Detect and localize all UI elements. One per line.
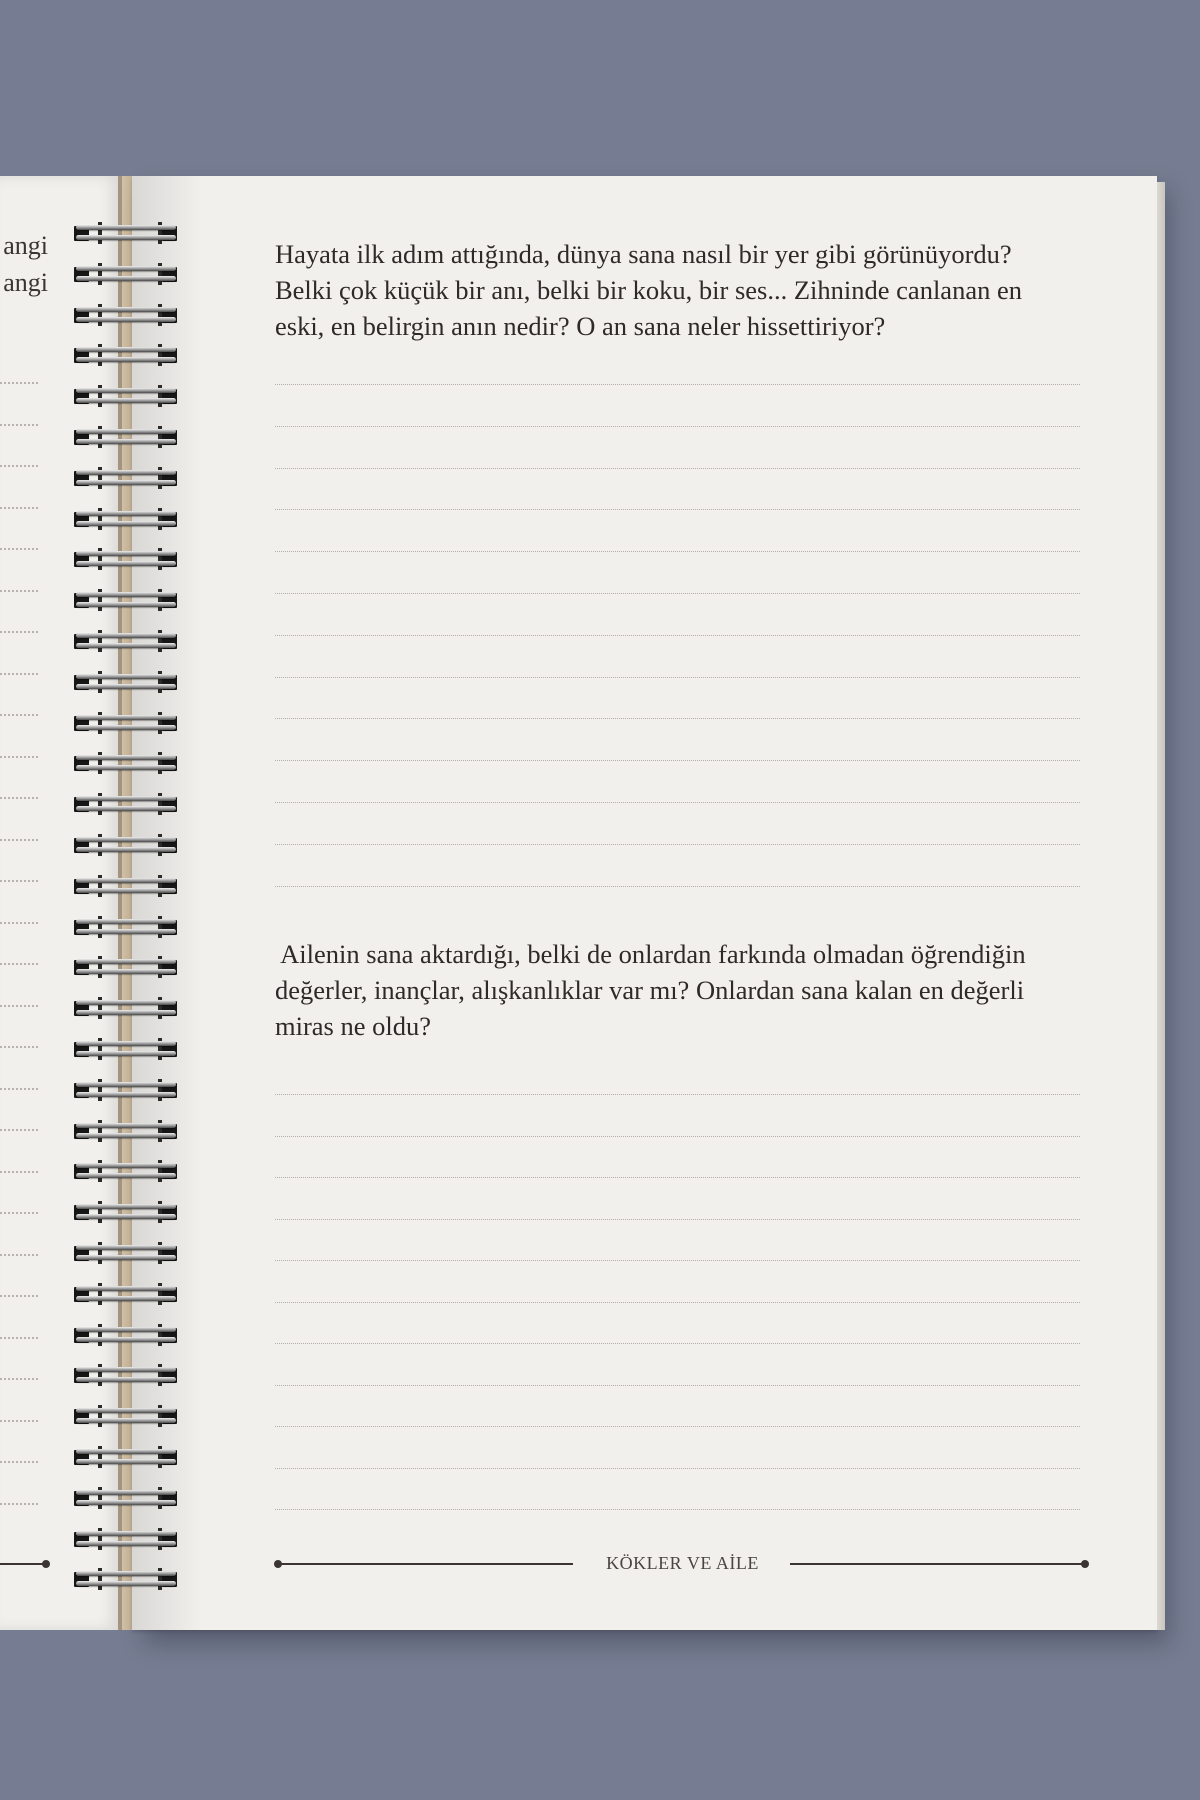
- question-1-line: Hayata ilk adım attığında, dünya sana nasıl bir yer gibi görünüyordu?: [275, 239, 1012, 269]
- question-2: [275, 936, 1095, 1044]
- left-page-writing-line: [0, 1337, 38, 1339]
- left-page-writing-line: [0, 1254, 38, 1256]
- spiral-loop: [70, 1075, 182, 1105]
- spiral-loop: [70, 708, 182, 738]
- left-page-writing-line: [0, 1295, 38, 1297]
- spiral-wire: [76, 633, 176, 638]
- spiral-wire: [76, 470, 176, 475]
- spiral-wire: [76, 1408, 176, 1413]
- answer-writing-line: [275, 1177, 1080, 1178]
- spiral-wire: [76, 806, 176, 811]
- answer-writing-line: [275, 1509, 1080, 1510]
- left-page-writing-line: [0, 507, 38, 509]
- spiral-loop: [70, 585, 182, 615]
- spiral-wire: [76, 755, 176, 760]
- spiral-loop: [70, 1483, 182, 1513]
- spiral-wire: [76, 1082, 176, 1087]
- answer-writing-line: [275, 1094, 1080, 1095]
- spiral-wire: [76, 317, 176, 322]
- spiral-wire: [76, 847, 176, 852]
- answer-writing-line: [275, 1343, 1080, 1344]
- spiral-wire: [76, 521, 176, 526]
- spiral-wire: [76, 1010, 176, 1015]
- spiral-wire: [76, 480, 176, 485]
- left-page-writing-line: [0, 1378, 38, 1380]
- spiral-wire: [76, 1418, 176, 1423]
- spiral-wire: [76, 1571, 176, 1576]
- spiral-wire: [76, 439, 176, 444]
- left-footer-rule: [0, 1563, 46, 1565]
- spiral-loop: [70, 912, 182, 942]
- left-page-writing-line: [0, 673, 38, 675]
- question-2-line: değerler, inançlar, alışkanlıklar var mı? Onlardan sana kalan en değerli: [275, 975, 1025, 1005]
- spiral-wire: [76, 1051, 176, 1056]
- spiral-wire: [76, 1286, 176, 1291]
- answer-writing-line: [275, 1468, 1080, 1469]
- left-page-writing-line: [0, 548, 38, 550]
- left-page-writing-line: [0, 922, 38, 924]
- spiral-wire: [76, 1367, 176, 1372]
- spiral-wire: [76, 602, 176, 607]
- spiral-wire: [76, 684, 176, 689]
- spiral-wire: [76, 919, 176, 924]
- left-page-writing-line: [0, 880, 38, 882]
- footer-rule-right: [790, 1563, 1085, 1565]
- spiral-loop: [70, 1360, 182, 1390]
- spiral-wire: [76, 429, 176, 434]
- spiral-loop: [70, 626, 182, 656]
- spiral-loop: [70, 218, 182, 248]
- left-page-writing-line: [0, 424, 38, 426]
- question-2-line: miras ne oldu?: [275, 1011, 432, 1041]
- left-page-writing-line: [0, 797, 38, 799]
- spiral-wire: [76, 959, 176, 964]
- answer-writing-line: [275, 1260, 1080, 1261]
- spiral-wire: [76, 561, 176, 566]
- spiral-loop: [70, 1524, 182, 1554]
- answer-writing-line: [275, 1219, 1080, 1220]
- spiral-wire: [76, 643, 176, 648]
- spiral-wire: [76, 878, 176, 883]
- spiral-wire: [76, 1459, 176, 1464]
- spiral-wire: [76, 307, 176, 312]
- answer-writing-line: [275, 844, 1080, 845]
- spiral-loop: [70, 1564, 182, 1594]
- spiral-wire: [76, 276, 176, 281]
- spiral-wire: [76, 1123, 176, 1128]
- spiral-wire: [76, 1041, 176, 1046]
- spiral-wire: [76, 1133, 176, 1138]
- spiral-loop: [70, 463, 182, 493]
- spiral-wire: [76, 1214, 176, 1219]
- spiral-wire: [76, 1204, 176, 1209]
- left-page-text-fragment: angi: [3, 231, 48, 260]
- left-page-writing-line: [0, 714, 38, 716]
- left-page-writing-line: [0, 631, 38, 633]
- answer-writing-line: [275, 551, 1080, 552]
- spiral-wire: [76, 398, 176, 403]
- spiral-wire: [76, 1092, 176, 1097]
- spiral-wire: [76, 969, 176, 974]
- spiral-wire: [76, 388, 176, 393]
- left-page-writing-line: [0, 1420, 38, 1422]
- spiral-wire: [76, 551, 176, 556]
- answer-writing-line: [275, 886, 1080, 887]
- left-page-text-fragment: angi: [3, 268, 48, 297]
- spiral-loop: [70, 259, 182, 289]
- left-page-writing-line: [0, 382, 38, 384]
- footer-section-label: KÖKLER VE AİLE: [606, 1553, 759, 1573]
- left-page-writing-line: [0, 756, 38, 758]
- spiral-wire: [76, 1541, 176, 1546]
- answer-writing-line: [275, 593, 1080, 594]
- answer-writing-line: [275, 802, 1080, 803]
- answer-writing-line: [275, 718, 1080, 719]
- left-page-writing-line: [0, 1171, 38, 1173]
- answer-writing-line: [275, 468, 1080, 469]
- left-page-writing-line: [0, 465, 38, 467]
- spiral-wire: [76, 1296, 176, 1301]
- spiral-wire: [76, 765, 176, 770]
- spiral-wire: [76, 1327, 176, 1332]
- spiral-wire: [76, 235, 176, 240]
- spiral-wire: [76, 1245, 176, 1250]
- spiral-wire: [76, 725, 176, 730]
- right-page: [132, 176, 1157, 1630]
- spiral-wire: [76, 225, 176, 230]
- spiral-wire: [76, 1531, 176, 1536]
- footer-dot-right: [1081, 1560, 1089, 1568]
- spiral-wire: [76, 1163, 176, 1168]
- spiral-wire: [76, 715, 176, 720]
- spiral-loop: [70, 422, 182, 452]
- spiral-loop: [70, 993, 182, 1023]
- answer-writing-line: [275, 1302, 1080, 1303]
- answer-writing-line: [275, 635, 1080, 636]
- spiral-wire: [76, 888, 176, 893]
- spiral-wire: [76, 929, 176, 934]
- answer-writing-line: [275, 760, 1080, 761]
- spiral-loop: [70, 1034, 182, 1064]
- left-page-writing-line: [0, 1461, 38, 1463]
- question-1: [275, 236, 1095, 344]
- answer-writing-line: [275, 1426, 1080, 1427]
- spiral-loop: [70, 1442, 182, 1472]
- spiral-wire: [76, 1255, 176, 1260]
- spiral-wire: [76, 837, 176, 842]
- answer-writing-line: [275, 1385, 1080, 1386]
- answer-writing-line: [275, 509, 1080, 510]
- spiral-wire: [76, 796, 176, 801]
- spiral-wire: [76, 1581, 176, 1586]
- spiral-wire: [76, 674, 176, 679]
- left-page-writing-line: [0, 1129, 38, 1131]
- spiral-loop: [70, 300, 182, 330]
- left-page-writing-line: [0, 839, 38, 841]
- left-page-writing-line: [0, 1005, 38, 1007]
- spiral-loop: [70, 1238, 182, 1268]
- left-page-writing-line: [0, 1212, 38, 1214]
- spiral-wire: [76, 1377, 176, 1382]
- spiral-loop: [70, 667, 182, 697]
- question-1-line: eski, en belirgin anın nedir? O an sana neler hissettiriyor?: [275, 311, 886, 341]
- spiral-loop: [70, 871, 182, 901]
- question-1-line: Belki çok küçük bir anı, belki bir koku, bir ses... Zihninde canlanan en: [275, 275, 1022, 305]
- left-page-writing-line: [0, 1503, 38, 1505]
- spiral-loop: [70, 1320, 182, 1350]
- spiral-wire: [76, 1490, 176, 1495]
- spiral-wire: [76, 1000, 176, 1005]
- left-page-writing-line: [0, 590, 38, 592]
- left-page-writing-line: [0, 1088, 38, 1090]
- spiral-loop: [70, 1116, 182, 1146]
- left-page-writing-line: [0, 963, 38, 965]
- answer-writing-line: [275, 677, 1080, 678]
- spiral-loop: [70, 952, 182, 982]
- spiral-loop: [70, 504, 182, 534]
- spiral-loop: [70, 340, 182, 370]
- answer-writing-line: [275, 426, 1080, 427]
- spiral-wire: [76, 1337, 176, 1342]
- spiral-wire: [76, 592, 176, 597]
- spiral-wire: [76, 357, 176, 362]
- spiral-loop: [70, 830, 182, 860]
- footer-rule-left: [278, 1563, 573, 1565]
- spiral-wire: [76, 347, 176, 352]
- spiral-loop: [70, 789, 182, 819]
- spiral-loop: [70, 1279, 182, 1309]
- spiral-wire: [76, 266, 176, 271]
- spiral-wire: [76, 511, 176, 516]
- answer-writing-line: [275, 384, 1080, 385]
- spiral-loop: [70, 544, 182, 574]
- spiral-wire: [76, 1500, 176, 1505]
- spiral-loop: [70, 1156, 182, 1186]
- left-footer-dot: [42, 1560, 50, 1568]
- answer-writing-line: [275, 1136, 1080, 1137]
- spiral-loop: [70, 748, 182, 778]
- spiral-loop: [70, 1401, 182, 1431]
- spiral-loop: [70, 1197, 182, 1227]
- spiral-loop: [70, 381, 182, 411]
- left-page-writing-line: [0, 1046, 38, 1048]
- spiral-wire: [76, 1449, 176, 1454]
- question-2-line: Ailenin sana aktardığı, belki de onlardan farkında olmadan öğrendiğin: [275, 939, 1026, 969]
- spiral-wire: [76, 1173, 176, 1178]
